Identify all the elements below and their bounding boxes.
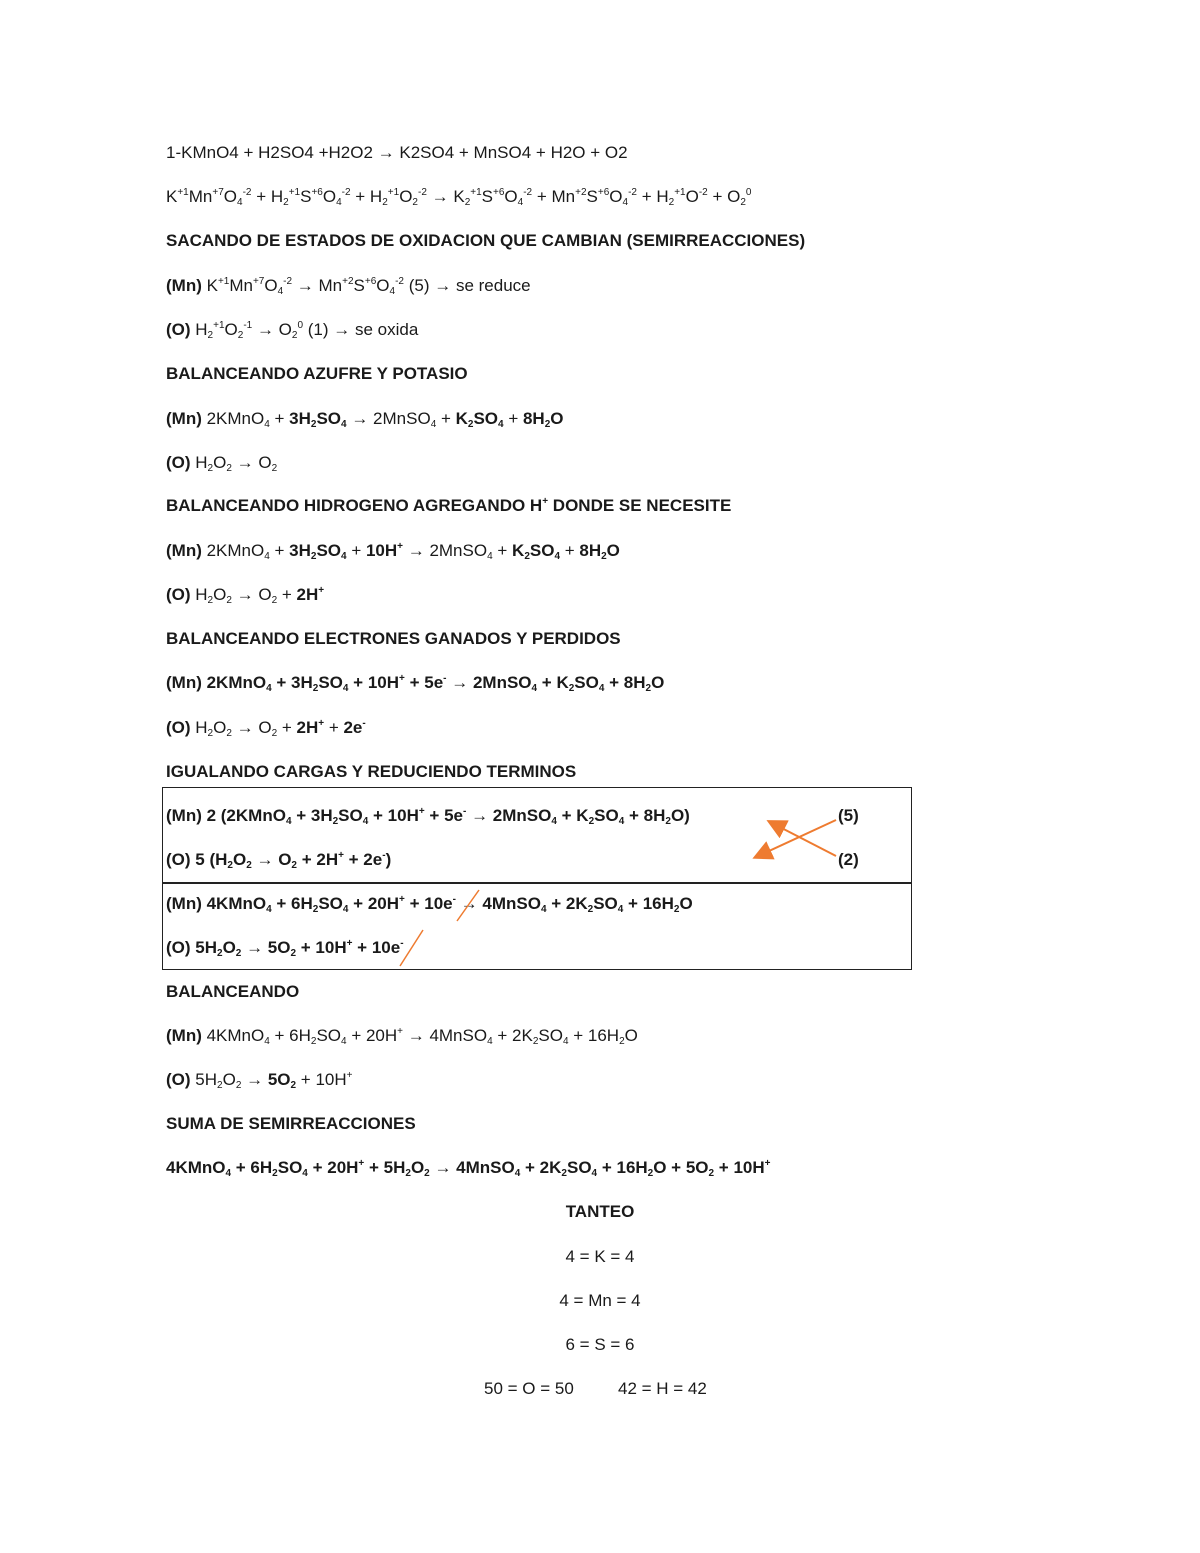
heading-suma: SUMA DE SEMIRREACCIONES	[166, 1114, 416, 1133]
se-reduce-text: → se reduce	[434, 276, 531, 295]
strike-10e-mn	[457, 890, 479, 921]
check-s: 6 = S = 6	[565, 1335, 635, 1354]
check-k: 4 = K = 4	[565, 1247, 635, 1266]
o-multiplied-eq: (O) 5 $(H_2O_2 \to O_2 + 2H^+ + 2e^-)$	[166, 850, 392, 871]
tanteo-heading: TANTEO	[565, 1202, 635, 1221]
heading-hidrogeno: BALANCEANDO HIDROGENO AGREGANDO H+ DONDE SE NECESITE	[166, 496, 732, 515]
mn-balance-e: (Mn) 2KMnO$_4$ + $3H_2SO_4 + 10H^+ + 5e^-$ → 2MnSO$_4$ + $K_2SO_4 + 8H_2O$	[166, 673, 665, 694]
o-tag: (O)	[166, 320, 191, 339]
o-balance-h: (O) $H_2O_2 \to O_2 + 2H^+$	[166, 585, 325, 606]
mn-tag: (Mn)	[166, 276, 202, 295]
check-h: 42 = H = 42	[618, 1379, 707, 1398]
cross-arrow-to-o	[756, 820, 836, 857]
o-oxidation-line: (O) $H_2^{+1}O_2^{-1} \to O_2^0$ (1) → se oxida	[166, 320, 419, 341]
cross-arrow-to-mn	[770, 822, 836, 856]
mn-result-eq: (Mn) 4KMnO$_4$ + $6H_2SO_4 + 20H^+ + 10e^-$ → 4MnSO$_4$ + $2K_2SO_4 + 16H_2O$	[166, 894, 693, 915]
o-balance-e: (O) $H_2O_2 \to O_2 + 2H^+ + 2e^-$	[166, 718, 366, 739]
o-final-eq: (O) $5H_2O_2 \to 5O_2 + 10H^+$	[166, 1070, 353, 1091]
mn-oxidation-line: (Mn) $K^{+1}Mn^{+7}O_4^{-2} \to Mn^{+2}S^{+6}O_4^{-2}$ (5) → se reduce	[166, 276, 531, 297]
multiplier-5: (5)	[838, 806, 859, 825]
se-oxida-text: → se oxida	[333, 320, 419, 339]
heading-balanceando: BALANCEANDO	[166, 982, 300, 1001]
total-equation: 4KMnO$_4$ + $6H_2SO_4 + 20H^+ + 5H_2O_2$ → 4MnSO$_4$ + $2K_2SO_4 + 16H_2O + 5O_2 + 10H^+$	[166, 1158, 771, 1179]
check-mn: 4 = Mn = 4	[559, 1291, 641, 1310]
check-o: 50 = O = 50	[484, 1379, 574, 1398]
oxidation-states-line: $K^{+1}Mn^{+7}O_4^{-2} + H_2^{+1}S^{+6}O_4^{-2} + H_2^{+1}O_2^{-2} \to K_2^{+1}S^{+6}O_4^{-2} + Mn^{+2}S^{+6}O_4^{-2} + H_2^{+1}O^{-2} + O_2^0$	[166, 187, 752, 208]
mn-final-eq: (Mn) 4KMnO$_4$ + $6H_2SO_4 + 20H^+$ → 4MnSO$_4$ + $2K_2SO_4 + 16H_2O$	[166, 1026, 638, 1047]
strike-10e-o	[400, 930, 423, 966]
o-balance-s-k: (O) $H_2O_2 \to O_2$	[166, 453, 278, 474]
multiplier-2: (2)	[838, 850, 859, 869]
title-equation: 1-KMnO4 + H2SO4 +H2O2 → K2SO4 + MnSO4 + H2O + O2	[166, 143, 628, 162]
heading-igualando: IGUALANDO CARGAS Y REDUCIENDO TERMINOS	[166, 762, 577, 781]
o-result-eq: (O) $5H_2O_2 \to 5O_2 + 10H^+ + 10e^-$	[166, 938, 404, 959]
heading-semirreacciones: SACANDO DE ESTADOS DE OXIDACION QUE CAMBIAN (SEMIRREACCIONES)	[166, 231, 806, 250]
heading-electrones: BALANCEANDO ELECTRONES GANADOS Y PERDIDOS	[166, 629, 621, 648]
mn-multiplied-eq: (Mn) 2 (2KMnO$_4$ + $3H_2SO_4 + 10H^+ + 5e^-$ → 2MnSO$_4$ + $K_2SO_4 + 8H_2O$)	[166, 806, 690, 827]
heading-azufre-potasio: BALANCEANDO AZUFRE Y POTASIO	[166, 364, 468, 383]
mn-balance-s-k: (Mn) 2KMnO$_4$ + $3H_2SO_4$ → 2MnSO$_4$ + $K_2SO_4 + 8H_2O$	[166, 409, 564, 430]
mn-balance-h: (Mn) 2KMnO$_4$ + $3H_2SO_4 + 10H^+$ → 2MnSO$_4$ + $K_2SO_4 + 8H_2O$	[166, 541, 620, 562]
